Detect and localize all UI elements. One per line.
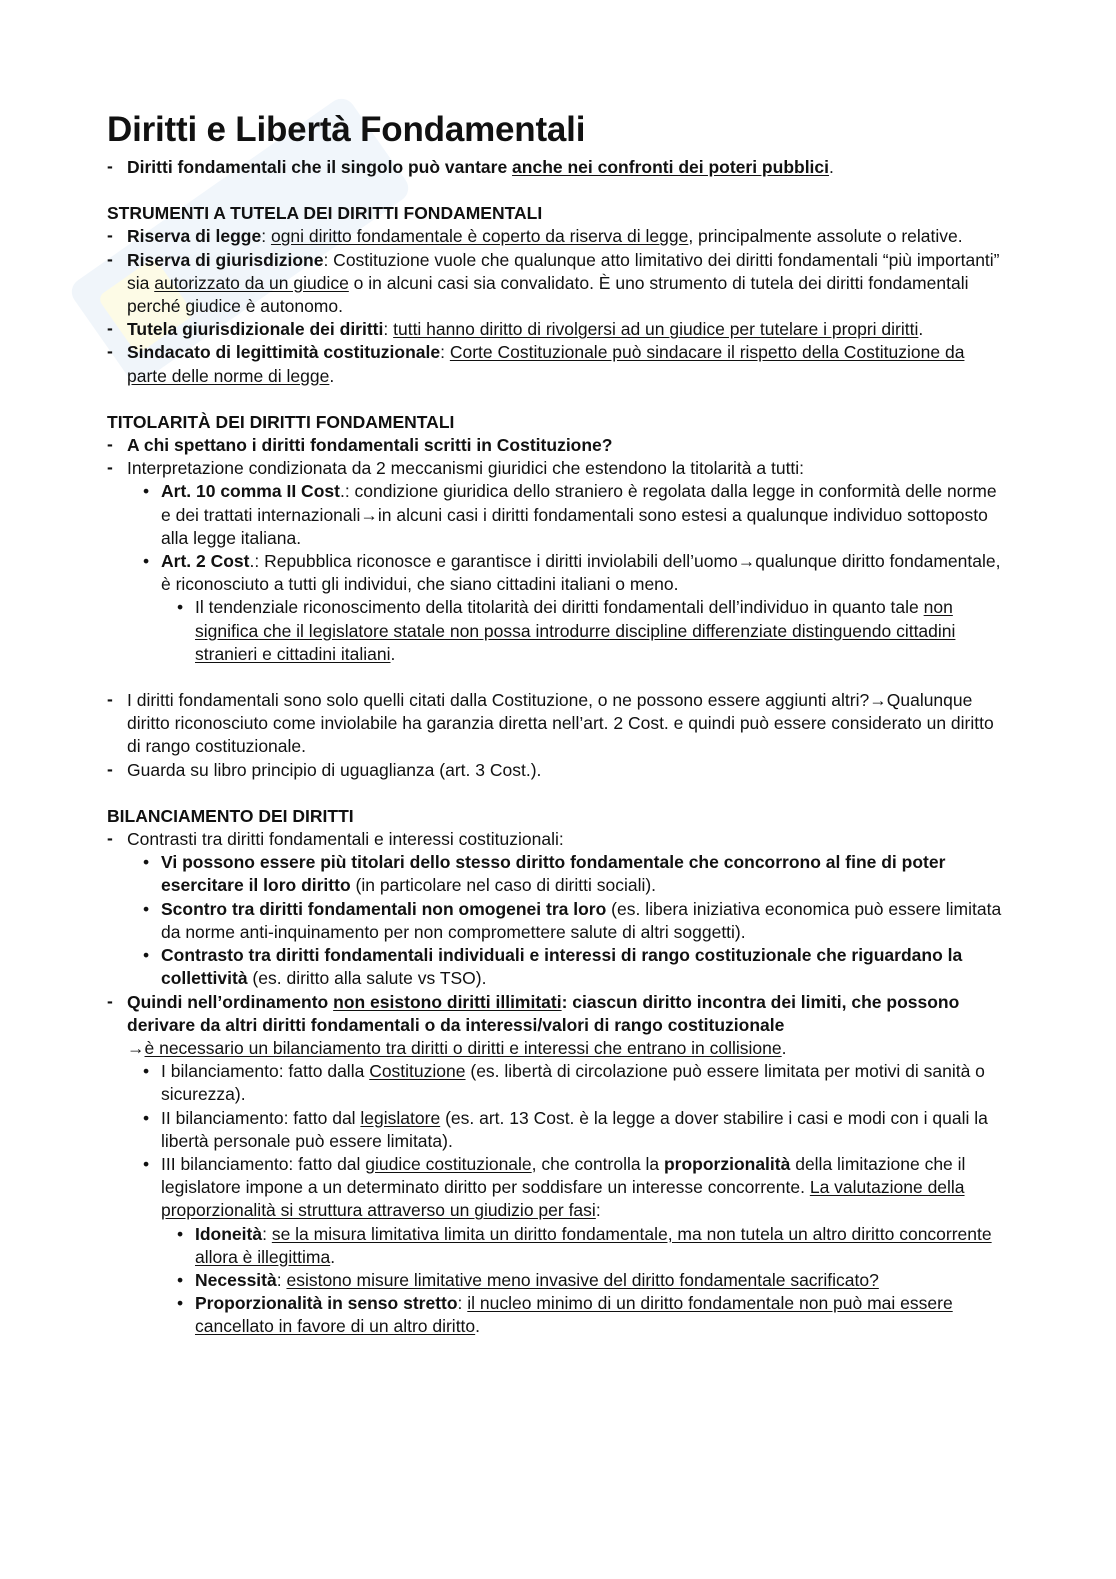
section-heading: BILANCIAMENTO DEI DIRITTI: [107, 805, 354, 826]
sub-sub-item: • Il tendenziale riconoscimento della titolarità dei diritti fondamentali dell’individuo in quanto tale non significa che il legislatore statale non possa introdurre discipline differenziate distinguendo cittadini stranieri e cittadini italiani.: [161, 596, 1007, 666]
list-item: - Sindacato di legittimità costituzionale: Corte Costituzionale può sindacare il rispetto della Costituzione da parte delle norme di legge.: [107, 341, 1007, 387]
sub-list: [127, 851, 1007, 990]
section-list: [107, 828, 1007, 1338]
section-list: [107, 434, 1007, 666]
sub-item: • Contrasto tra diritti fondamentali individuali e interessi di rango costituzionale che riguardano la collettività (es. diritto alla salute vs TSO).: [127, 944, 1007, 990]
page-title: Diritti e Libertà Fondamentali: [107, 110, 586, 149]
list-item: - Riserva di legge: ogni diritto fondamentale è coperto da riserva di legge, principalmente assolute o relative.: [107, 225, 1007, 248]
sub-item: • Scontro tra diritti fondamentali non omogenei tra loro (es. libera iniziativa economica può essere limitata da norme anti-inquinamento per non compromettere salute di altri soggetti).: [127, 898, 1007, 944]
sub-item: • Art. 10 comma II Cost.: condizione giuridica dello straniero è regolata dalla legge in conformità delle norme e dei trattati internazionali→in alcuni casi i diritti fondamentali sono estesi a qualunque individuo sottoposto alla legge italiana.: [127, 480, 1007, 550]
sub-list: [127, 1060, 1007, 1338]
sub-sub-list: [161, 1223, 1007, 1339]
sub-sub-item: • Necessità: esistono misure limitative meno invasive del diritto fondamentale sacrificato?: [161, 1269, 1007, 1292]
list-item: - Contrasti tra diritti fondamentali e interessi costituzionali: • Vi possono essere più titolari dello stesso diritto fondamentale che concorrono al fine di poter esercitare il loro diritto (in particolare nel caso di diritti sociali). • Scontro tra diritti fondamentali non omogenei tra loro (es. libera iniziativa economica può essere limitata da norme anti-inquinamento per non compromettere salute di altri soggetti). • Contrasto tra diritti fondamentali individuali e interessi di rango costituzionale che riguardano la collettività (es. diritto alla salute vs TSO).: [107, 828, 1007, 990]
section-heading: STRUMENTI A TUTELA DEI DIRITTI FONDAMENTALI: [107, 203, 543, 224]
sub-item: • II bilanciamento: fatto dal legislatore (es. art. 13 Cost. è la legge a dover stabilire i casi e modi con i quali la libertà personale può essere limitata).: [127, 1107, 1007, 1153]
list-item: - Tutela giurisdizionale dei diritti: tutti hanno diritto di rivolgersi ad un giudice per tutelare i propri diritti.: [107, 318, 1007, 341]
list-item: - Diritti fondamentali che il singolo può vantare anche nei confronti dei poteri pubblici.: [107, 156, 1007, 179]
list-item: - Interpretazione condizionata da 2 meccanismi giuridici che estendono la titolarità a tutti: • Art. 10 comma II Cost.: condizione giuridica dello straniero è regolata dalla legge in conformità delle norme e dei trattati internazionali→in alcuni casi i diritti fondamentali sono estesi a qualunque individuo sottoposto alla legge italiana. • Art. 2 Cost.: Repubblica riconosce e garantisce i diritti inviolabili dell’uomo→qualunque diritto fondamentale, è riconosciuto a tutti gli individui, che siano cittadini italiani o meno. • Il tendenziale riconoscimento della titolarità dei diritti fondamentali dell’individuo in quanto tale non significa che il legislatore statale non possa introdurre discipline differenziate distinguendo cittadini stranieri e cittadini italiani.: [107, 457, 1007, 666]
sub-item: • I bilanciamento: fatto dalla Costituzione (es. libertà di circolazione può essere limitata per motivi di sanità o sicurezza).: [127, 1060, 1007, 1106]
list-item: - Riserva di giurisdizione: Costituzione vuole che qualunque atto limitativo dei diritti fondamentali “più importanti” sia autorizzato da un giudice o in alcuni casi sia convalidato. È uno strumento di tutela dei diritti fondamentali perché giudice è autonomo.: [107, 249, 1007, 319]
sub-sub-list: [161, 596, 1007, 666]
sub-list: [127, 480, 1007, 666]
intro-list: [107, 156, 1007, 179]
sub-sub-item: • Idoneità: se la misura limitativa limita un diritto fondamentale, ma non tutela un altro diritto concorrente allora è illegittima.: [161, 1223, 1007, 1269]
section-heading: TITOLARITÀ DEI DIRITTI FONDAMENTALI: [107, 411, 455, 432]
sub-item: • Art. 2 Cost.: Repubblica riconosce e garantisce i diritti inviolabili dell’uomo→qualunque diritto fondamentale, è riconosciuto a tutti gli individui, che siano cittadini italiani o meno. • Il tendenziale riconoscimento della titolarità dei diritti fondamentali dell’individuo in quanto tale non significa che il legislatore statale non possa introdurre discipline differenziate distinguendo cittadini stranieri e cittadini italiani.: [127, 550, 1007, 666]
list-item: - Guarda su libro principio di uguaglianza (art. 3 Cost.).: [107, 759, 1007, 782]
section-list: [107, 225, 1007, 387]
list-item: - I diritti fondamentali sono solo quelli citati dalla Costituzione, o ne possono essere aggiunti altri?→Qualunque diritto riconosciuto come inviolabile ha garanzia diretta nell’art. 2 Cost. e quindi può essere considerato un diritto di rango costituzionale.: [107, 689, 1007, 759]
document-page: [107, 110, 1007, 1339]
sub-item: • Vi possono essere più titolari dello stesso diritto fondamentale che concorrono al fine di poter esercitare il loro diritto (in particolare nel caso di diritti sociali).: [127, 851, 1007, 897]
sub-item: • III bilanciamento: fatto dal giudice costituzionale, che controlla la proporzionalità della limitazione che il legislatore impone a un determinato diritto per soddisfare un interesse concorrente. La valutazione della proporzionalità si struttura attraverso un giudizio per fasi: • Idoneità: se la misura limitativa limita un diritto fondamentale, ma non tutela un altro diritto concorrente allora è illegittima. • Necessità: esistono misure limitative meno invasive del diritto fondamentale sacrificato? • Proporzionalità in senso stretto: il nucleo minimo di un diritto fondamentale non può mai essere cancellato in favore di un altro diritto.: [127, 1153, 1007, 1339]
sub-sub-item: • Proporzionalità in senso stretto: il nucleo minimo di un diritto fondamentale non può mai essere cancellato in favore di un altro diritto.: [161, 1292, 1007, 1338]
section-list-cont: [107, 689, 1007, 782]
list-item: - Quindi nell’ordinamento non esistono diritti illimitati: ciascun diritto incontra dei limiti, che possono derivare da altri diritti fondamentali o da interessi/valori di rango costituzionale →è necessario un bilanciamento tra diritti o diritti e interessi che entrano in collisione. • I bilanciamento: fatto dalla Costituzione (es. libertà di circolazione può essere limitata per motivi di sanità o sicurezza). • II bilanciamento: fatto dal legislatore (es. art. 13 Cost. è la legge a dover stabilire i casi e modi con i quali la libertà personale può essere limitata). • III bilanciamento: fatto dal giudice costituzionale, che controlla la proporzionalità della limitazione che il legislatore impone a un determinato diritto per soddisfare un interesse concorrente. La valutazione della proporzionalità si struttura attraverso un giudizio per fasi: • Idoneità: se la misura limitativa limita un diritto fondamentale, ma non tutela un altro diritto concorrente allora è illegittima. • Necessità: esistono misure limitative meno invasive del diritto fondamentale sacrificato? • Proporzionalità in senso stretto: il nucleo minimo di un diritto fondamentale non può mai essere cancellato in favore di un altro diritto.: [107, 991, 1007, 1339]
list-item: - A chi spettano i diritti fondamentali scritti in Costituzione?: [107, 434, 1007, 457]
